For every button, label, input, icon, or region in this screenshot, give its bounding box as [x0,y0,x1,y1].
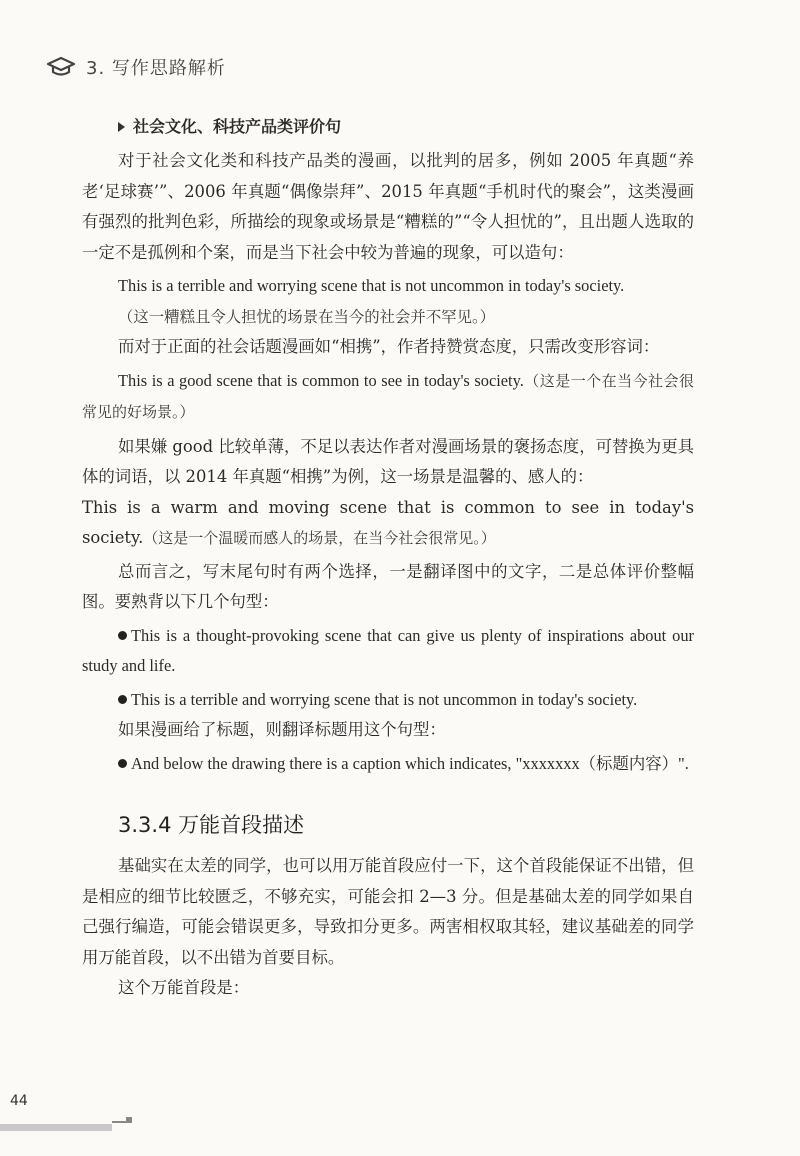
footer-line [112,1121,126,1123]
translation-note: （这是一个在当今社会很常见的好场景。） [82,373,694,421]
bullet-text: This is a terrible and worrying scene that is not uncommon in today's society. [131,689,638,709]
subheading-text: 社会文化、科技产品类评价句 [133,117,342,136]
paragraph: 而对于正面的社会话题漫画如“相携”，作者持赞赏态度，只需改变形容词： [118,337,660,356]
bullet-item [82,749,694,780]
subheading [118,112,694,142]
section-title: 3.3.4 万能首段描述 [118,813,305,837]
bullet-item [82,685,694,716]
page-header [46,54,226,80]
paragraph: 基础实在太差的同学，也可以用万能首段应付一下，这个首段能保证不出错，但是相应的细节比较匮乏，不够充实，可能会扣 2—3 分。但是基础太差的同学如果自己强行编造，可能会错误更多，导致扣分更多。两害相权取其轻，建议基础差的同学用万能首段，以不出错为首要目标。 [82,856,694,967]
triangle-bullet-icon [118,122,125,132]
paragraph: 总而言之，写末尾句时有两个选择，一是翻译图中的文字，二是总体评价整幅图。要熟背以下几个句型： [82,561,694,611]
bullet-text: And below the drawing there is a caption which indicates, "xxxxxxx（标题内容）". [131,753,689,773]
chapter-title: 3. 写作思路解析 [86,58,226,79]
example-sentence [82,493,694,554]
example-sentence-text: This is a good scene that is common to see in today's society. [118,370,524,390]
paragraph: 这个万能首段是： [118,978,250,997]
page-content [82,112,694,1004]
bullet-dot-icon [118,759,127,768]
graduation-cap-icon [46,56,76,78]
translation-note: （这一糟糕且令人担忧的场景在当今的社会并不罕见。） [118,307,496,326]
paragraph: 如果漫画给了标题，则翻译标题用这个句型： [118,720,446,739]
paragraph: 对于社会文化类和科技产品类的漫画，以批判的居多，例如 2005 年真题“养老‘足球赛’”、2006 年真题“偶像崇拜”、2015 年真题“手机时代的聚会”，这类漫画有强烈的批判色彩，所描绘的现象或场景是“糟糕的”“令人担忧的”，且出题人选取的一定不是孤例和个案，而是当下社会中较为普遍的现象，可以造句： [82,151,694,262]
page-number: 44 [10,1093,28,1109]
example-sentence [82,366,694,429]
footer-square [126,1117,132,1123]
paragraph: 如果嫌 good 比较单薄，不足以表达作者对漫画场景的褒扬态度，可替换为更具体的词语，以 2014 年真题“相携”为例，这一场景是温馨的、感人的： [82,436,694,486]
footer-bar [0,1124,112,1131]
example-sentence-text: This is a warm and moving scene that is common to see in today's society. [82,497,694,547]
bullet-dot-icon [118,631,127,640]
bullet-dot-icon [118,695,127,704]
bullet-text: This is a thought-provoking scene that can give us plenty of inspirations about our study and life. [82,625,694,675]
translation-note: （这是一个温暖而感人的场景，在当今社会很常见。） [143,529,496,547]
bullet-item [82,621,694,682]
example-sentence: This is a terrible and worrying scene that is not uncommon in today's society. [118,276,625,295]
